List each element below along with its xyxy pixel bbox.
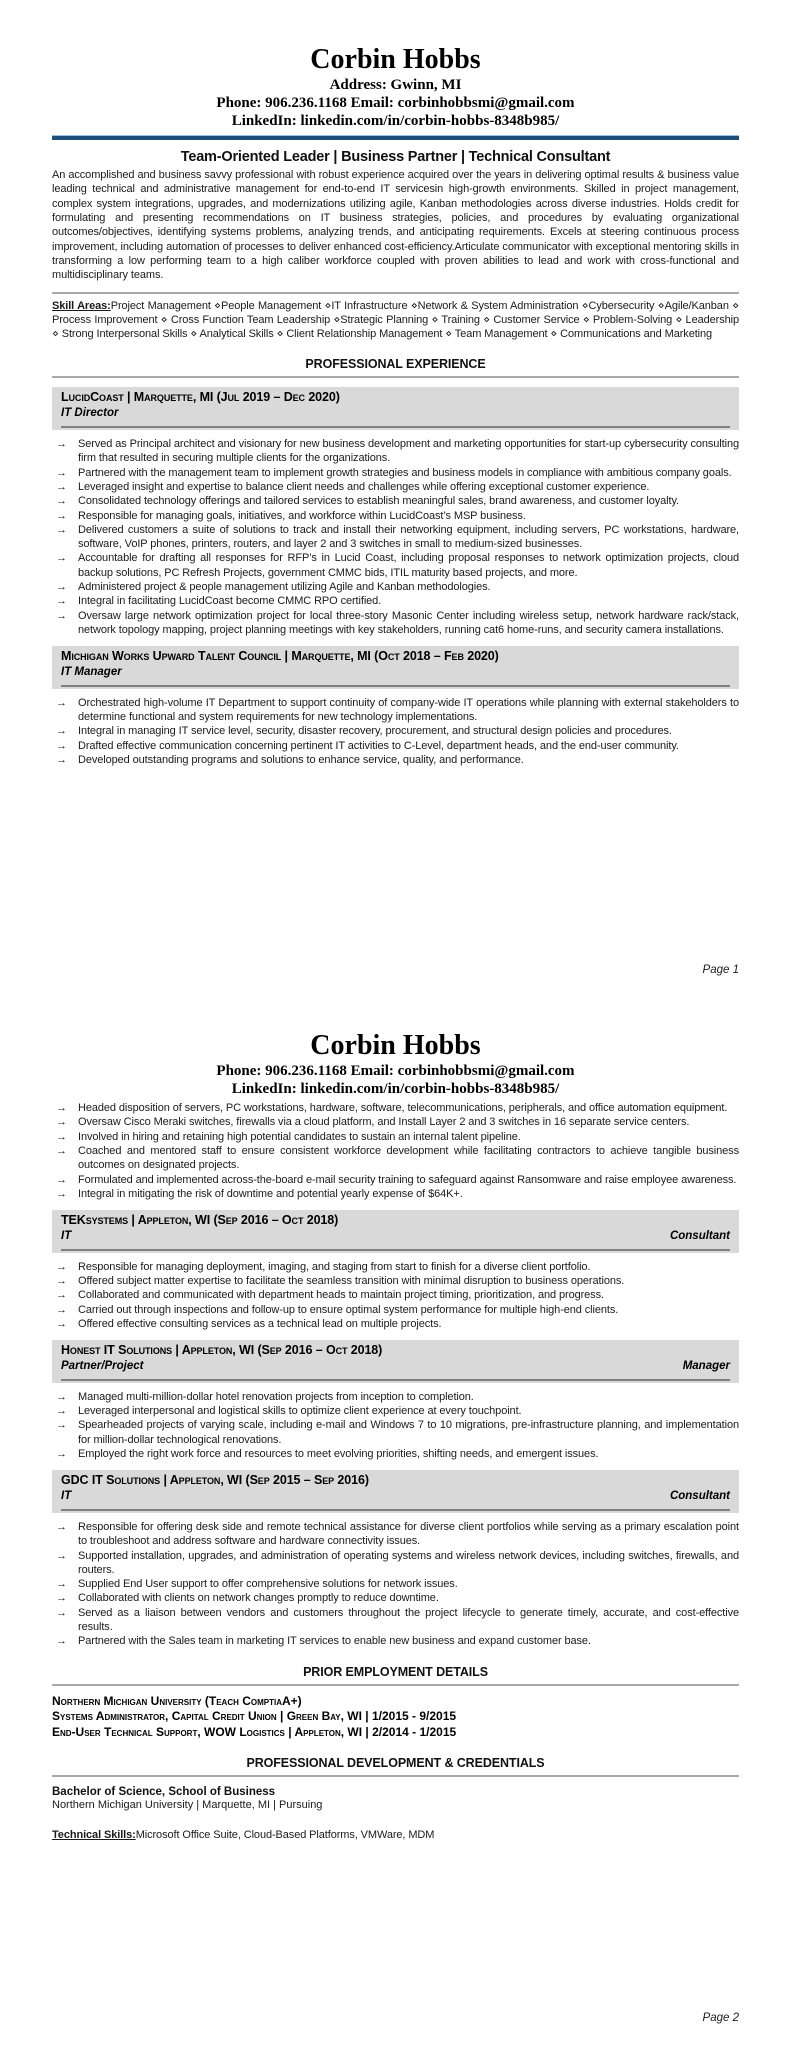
job-header [52,1470,739,1513]
technical-skills-paragraph [52,1828,739,1842]
arrow-bullet-icon: → [56,523,67,536]
bullet-text: Offered effective consulting services as a technical lead on multiple projects. [78,1318,442,1331]
degree-detail: Northern Michigan University | Marquette, MI | Pursuing [52,1799,323,1812]
phone-email-line: Phone: 906.236.1168 Email: corbinhobbsmi@gmail.com [216,1063,575,1080]
bullet-item [52,1447,739,1461]
prior-employment-block [52,1694,739,1741]
phone-email-line: Phone: 906.236.1168 Email: corbinhobbsmi@gmail.com [216,95,575,112]
job-title-row [61,1489,730,1504]
arrow-bullet-icon: → [56,438,67,451]
bullet-item [52,580,739,594]
summary-paragraph: An accomplished and business savvy professional with robust experience acquired over the years in delivering optimal results & business value leading technical and administrative management for end-to-end IT servicesin high-growth environments. Skilled in project management, complex system integrations, upgrades, and modernizations utilizing agile, Kanban methodologies across diverse industries. Holds credit for formulating and presenting recommendations on IT business strategies, policies, and procedures by evaluating organizational outcomes/objectives, identifying systems problems, analyzing trends, and anticipating requirements. Excels at steering continuous process improvement, including automation of processes to deliver enhanced cost-efficiency.Articulate communicator with exceptional mentoring skills in transforming a low performing team to a high caliber workforce coupled with proven abilities to lead and work with cross-functional and multidisciplinary teams. [52,169,739,282]
section-divider [52,1775,739,1777]
bullet-list [52,1520,739,1649]
job-header [52,387,739,430]
bullet-text: Responsible for offering desk side and remote technical assistance for diverse client portfolios while serving as a primary escalation point to troubleshoot and address software and hardware connectivity issues. [78,1520,739,1548]
bullet-text: Employed the right work force and resources to meet evolving priorities, shifting needs, and emergent issues. [78,1448,599,1461]
arrow-bullet-icon: → [56,696,67,709]
bullet-text: Served as Principal architect and visionary for new business development and marketing opportunities for start-up cybersecurity consulting firm that resulted in securing multiple clients for the organizations. [78,438,739,465]
degree-title: Bachelor of Science, School of Business [52,1786,276,1799]
page-number: Page 1 [702,964,739,976]
arrow-bullet-icon: → [56,753,67,766]
bullet-item [52,1187,739,1201]
section-divider [52,376,739,378]
arrow-bullet-icon: → [56,1260,67,1273]
technical-skills-text: Microsoft Office Suite, Cloud-Based Platforms, VMWare, MDM [135,1829,435,1842]
arrow-bullet-icon: → [56,495,67,508]
bullet-item [52,1274,739,1288]
bullet-text: Consolidated technology offerings and tailored services to establish meaningful sales, brand awareness, and customer loyalty. [78,495,679,508]
bullet-item [52,1520,739,1549]
bullet-text: Administered project & people management utilizing Agile and Kanban methodologies. [78,580,491,593]
skill-areas-paragraph [52,299,739,342]
bullet-text: Supported installation, upgrades, and administration of operating systems and wireless network devices, including switches, firewalls, and routers. [78,1549,739,1576]
bullet-list [52,1101,739,1201]
bullet-item [52,1101,739,1115]
bullet-text: Developed outstanding programs and solutions to enhance service, quality, and performance. [78,753,524,766]
job-michigan-works [52,646,739,767]
bullet-item [52,1144,739,1173]
bullet-text: Collaborated and communicated with department heads to maintain project timing, prioritization, and progress. [78,1289,604,1302]
company-line: TEKsystems | Appleton, WI (Sep 2016 – Oct 2018) [61,1213,339,1228]
bullet-text: Integral in facilitating LucidCoast become CMMC RPO certified. [78,595,382,608]
bullet-list [52,1390,739,1461]
job-honest-it-solutions [52,1340,739,1461]
bullet-item [52,724,739,738]
bullet-item [52,1549,739,1578]
arrow-bullet-icon: → [56,1448,67,1461]
bullet-item [52,1404,739,1418]
headline: Team-Oriented Leader | Business Partner | Technical Consultant [180,149,611,166]
job-header-rule [61,1509,730,1511]
bullet-list [52,1260,739,1331]
bullet-item [52,523,739,552]
bullet-item [52,1577,739,1591]
bullet-item [52,466,739,480]
arrow-bullet-icon: → [56,1405,67,1418]
arrow-bullet-icon: → [56,1187,67,1200]
bullet-item [52,1606,739,1635]
bullet-text: Orchestrated high-volume IT Department to support continuity of company-wide IT operations while planning with external stakeholders to determine functional and system requirements for new technology implementations. [78,696,739,724]
bullet-text: Partnered with the Sales team in marketing IT services to enable new business and expand customer base. [78,1635,591,1648]
job-title-left: IT Manager [61,665,122,678]
arrow-bullet-icon: → [56,1289,67,1302]
resume-page-2 [0,1024,791,2048]
bullet-item [52,1303,739,1317]
job-header [52,1340,739,1383]
job-header-rule [61,1249,730,1251]
bullet-text: Formulated and implemented across-the-board e-mail security training to safeguard against Ransomware and raise employee awareness. [78,1173,737,1186]
arrow-bullet-icon: → [56,1520,67,1533]
bullet-text: Headed disposition of servers, PC workstations, hardware, software, telecommunications, peripherals, and office automation equipment. [78,1102,728,1115]
section-divider [52,1684,739,1686]
bullet-text: Accountable for drafting all responses for RFP’s in Lucid Coast, including proposal responses to network optimization projects, cloud backup solutions, PC Refresh Projects, government CMMC bids, ITIL maturity based projects, and more. [78,552,739,579]
job-header [52,646,739,689]
address-line: Address: Gwinn, MI [329,77,462,94]
bullet-text: Oversaw large network optimization project for local three-story Masonic Center including wireless setup, network hardware rack/stack, network topology mapping, project planning meetings with key stakeholders, running cat6 home-runs, and security camera installations. [78,609,739,636]
job-title-row [61,665,730,680]
job-header-rule [61,1379,730,1381]
job-title-left: IT [61,1229,72,1242]
bullet-item [52,609,739,638]
bullet-text: Involved in hiring and retaining high potential candidates to sustain an internal talent pipeline. [78,1130,521,1143]
arrow-bullet-icon: → [56,1549,67,1562]
bullet-text: Managed multi-million-dollar hotel renovation projects from inception to completion. [78,1390,474,1403]
bullet-item [52,1634,739,1648]
bullet-item [52,1260,739,1274]
bullet-text: Coached and mentored staff to ensure consistent workforce development while facilitating contractors to achieve tangible business outcomes on designated projects. [78,1145,739,1172]
arrow-bullet-icon: → [56,1592,67,1605]
bullet-text: Offered subject matter expertise to facilitate the seamless transition with minimal disruption to business operations. [78,1275,625,1288]
arrow-bullet-icon: → [56,1318,67,1331]
company-line: GDC IT Solutions | Appleton, WI (Sep 2015 – Sep 2016) [61,1473,369,1488]
page-number: Page 2 [702,2012,739,2024]
arrow-bullet-icon: → [56,1116,67,1129]
arrow-bullet-icon: → [56,1145,67,1158]
section-header-professional-development: PROFESSIONAL DEVELOPMENT & CREDENTIALS [246,1756,545,1771]
company-line: LucidCoast | Marquette, MI (Jul 2019 – Dec 2020) [61,390,340,405]
bullet-text: Drafted effective communication concerning pertinent IT activities to C-Level, department heads, and the end-user community. [78,739,679,752]
arrow-bullet-icon: → [56,1635,67,1648]
job-title-right: Manager [682,1359,730,1372]
bullet-item [52,1130,739,1144]
bullet-item [52,1591,739,1605]
arrow-bullet-icon: → [56,1419,67,1432]
arrow-bullet-icon: → [56,552,67,565]
bullet-text: Collaborated with clients on network changes promptly to reduce downtime. [78,1592,439,1605]
arrow-bullet-icon: → [56,595,67,608]
bullet-text: Delivered customers a suite of solutions to track and install their networking equipment, including servers, PC workstations, hardware, software, VoIP phones, printers, routers, and layer 2 and 3 switches in small to medium-sized businesses. [78,523,739,551]
job-header-rule [61,685,730,687]
bullet-item [52,1173,739,1187]
bullet-item [52,437,739,466]
arrow-bullet-icon: → [56,609,67,622]
arrow-bullet-icon: → [56,1390,67,1403]
arrow-bullet-icon: → [56,466,67,479]
arrow-bullet-icon: → [56,1275,67,1288]
page-title: Corbin Hobbs [310,44,481,75]
section-header-prior-employment: PRIOR EMPLOYMENT DETAILS [303,1664,488,1679]
bullet-item [52,551,739,580]
arrow-bullet-icon: → [56,1578,67,1591]
job-title-right: Consultant [669,1229,730,1242]
bullet-item [52,1317,739,1331]
bullet-item [52,1288,739,1302]
job-title-left: IT [61,1489,72,1502]
arrow-bullet-icon: → [56,1303,67,1316]
bullet-item [52,509,739,523]
bullet-text: Supplied End User support to offer comprehensive solutions for network issues. [78,1578,458,1591]
header-divider [52,135,739,140]
skills-top-divider [52,292,739,294]
arrow-bullet-icon: → [56,1102,67,1115]
section-header-professional-experience: PROFESSIONAL EXPERIENCE [305,357,486,372]
prior-employment-line: End-User Technical Support, WOW Logistics | Appleton, WI | 2/2014 - 1/2015 [52,1724,457,1739]
bullet-text: Carried out through inspections and follow-up to ensure optimal system performance for multiple high-end clients. [78,1303,619,1316]
job-lucidcoast [52,387,739,637]
company-line: Honest IT Solutions | Appleton, WI (Sep 2016 – Oct 2018) [61,1343,383,1358]
arrow-bullet-icon: → [56,1173,67,1186]
company-line: Michigan Works Upward Talent Council | Marquette, MI (Oct 2018 – Feb 2020) [61,649,499,664]
bullet-text: Leveraged insight and expertise to balance client needs and challenges while offering exceptional customer experience. [78,480,650,493]
linkedin-line: LinkedIn: linkedin.com/in/corbin-hobbs-8348b985/ [231,113,560,130]
job-header [52,1210,739,1253]
bullet-list [52,437,739,637]
job-teksystems [52,1210,739,1331]
job-header-rule [61,426,730,428]
bullet-text: Served as a liaison between vendors and customers throughout the project lifecycle to generate timely, accurate, and cost-effective results. [78,1606,739,1633]
job-title-right: Consultant [669,1489,730,1502]
bullet-item [52,739,739,753]
bullet-text: Integral in managing IT service level, security, disaster recovery, procurement, and structural design policies and procedures. [78,725,672,738]
bullet-text: Responsible for managing goals, initiatives, and workforce within LucidCoast’s MSP business. [78,509,526,522]
prior-employment-line: Systems Administrator, Capital Credit Union | Green Bay, WI | 1/2015 - 9/2015 [52,1709,457,1724]
job-title-row [61,406,730,421]
bullet-text: Spearheaded projects of varying scale, including e-mail and Windows 7 to 10 migrations, pre-infrastructure planning, and implementation for million-dollar technological renovations. [78,1419,739,1446]
linkedin-line: LinkedIn: linkedin.com/in/corbin-hobbs-8348b985/ [231,1081,560,1098]
bullet-text: Partnered with the management team to implement growth strategies and business models in compliance with ambitious company goals. [78,466,732,479]
arrow-bullet-icon: → [56,480,67,493]
bullet-text: Oversaw Cisco Meraki switches, firewalls via a cloud platform, and Install Layer 2 and 3 switches in 16 separate service centers. [78,1116,690,1129]
job-title-left: IT Director [61,407,119,420]
arrow-bullet-icon: → [56,509,67,522]
bullet-list [52,696,739,767]
job-gdc-it-solutions [52,1470,739,1648]
arrow-bullet-icon: → [56,1606,67,1619]
bullet-text: Responsible for managing deployment, imaging, and staging from start to finish for a diverse client portfolio. [78,1260,591,1273]
technical-skills-label: Technical Skills: [52,1829,136,1842]
page-title: Corbin Hobbs [310,1030,481,1061]
arrow-bullet-icon: → [56,725,67,738]
bullet-text: Leveraged interpersonal and logistical skills to optimize client experience at every touchpoint. [78,1405,522,1418]
bullet-item [52,1418,739,1447]
bullet-item [52,480,739,494]
bullet-text: Integral in mitigating the risk of downtime and potential yearly expense of $64K+. [78,1187,463,1200]
bullet-item [52,494,739,508]
prior-employment-line: Northern Michigan University (Teach ComptiaA+) [52,1693,302,1708]
bullet-item [52,594,739,608]
job-title-left: Partner/Project [61,1359,144,1372]
bullet-item [52,1390,739,1404]
bullet-item [52,1115,739,1129]
skill-areas-label: Skill Areas: [52,299,111,312]
bullet-item [52,753,739,767]
arrow-bullet-icon: → [56,580,67,593]
arrow-bullet-icon: → [56,739,67,752]
skill-areas-text: Project Management ⋄People Management ⋄IT Infrastructure ⋄Network & System Administration ⋄Cybersecurity ⋄Agile/Kanban ⋄ Process Improvement ⋄ Cross Function Team Leadership ⋄Strategic Planning ⋄ Training ⋄ Customer Service ⋄ Problem-Solving ⋄ Leadership ⋄ Strong Interpersonal Skills ⋄ Analytical Skills ⋄ Client Relationship Management ⋄ Team Management ⋄ Communications and Marketing [52,299,739,341]
job-title-row [61,1359,730,1374]
bullet-item [52,696,739,725]
job-title-row [61,1229,730,1244]
arrow-bullet-icon: → [56,1130,67,1143]
